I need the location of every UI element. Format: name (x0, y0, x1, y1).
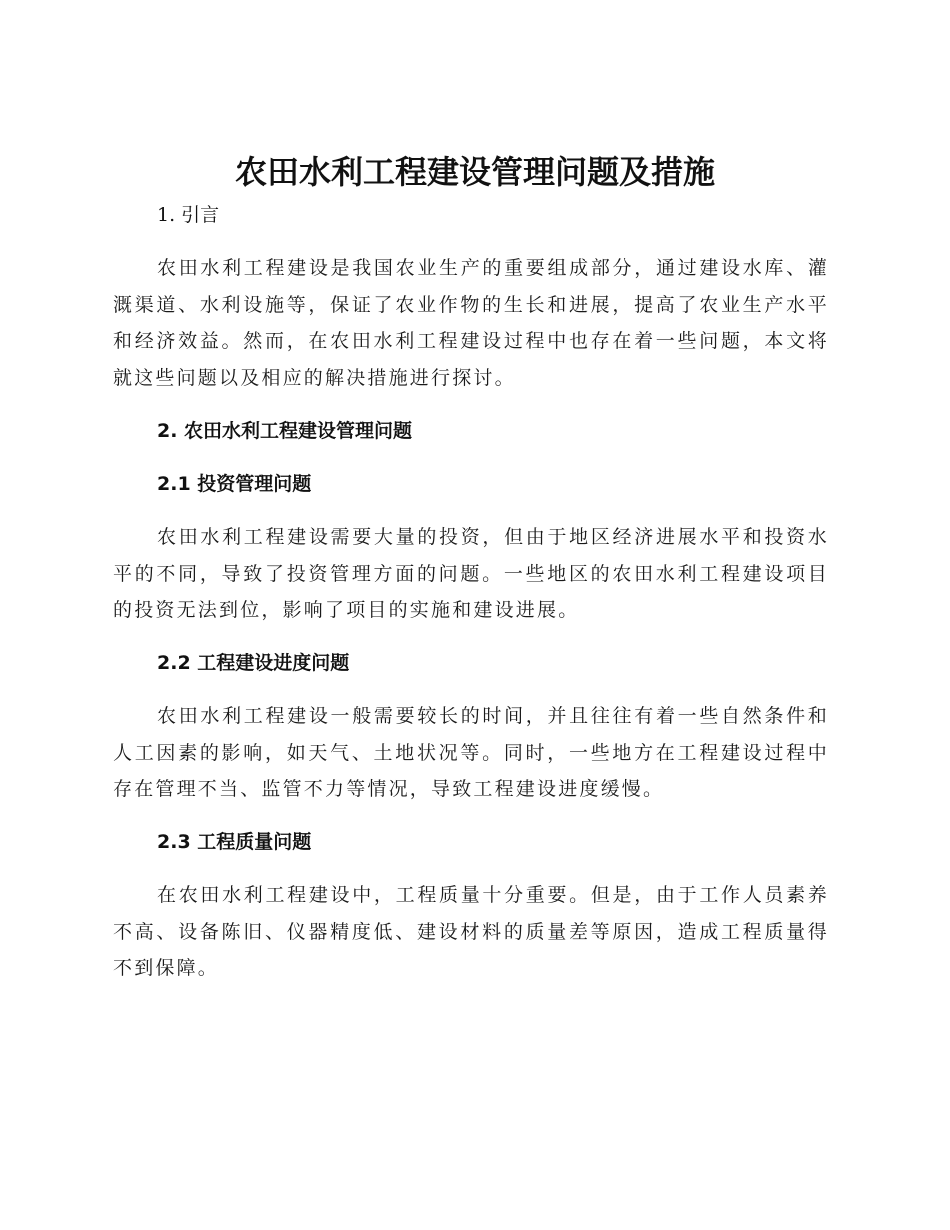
document-title: 农田水利工程建设管理问题及措施 (234, 153, 715, 191)
section-paragraph-investment: 农田水利工程建设需要大量的投资，但由于地区经济进展水平和投资水平的不同，导致了投资管理方面的问题。一些地区的农田水利工程建设项目的投资无法到位，影响了项目的实施和建设进展。 (113, 526, 829, 621)
section-heading-management-problems: 2. 农田水利工程建设管理问题 (157, 420, 413, 442)
section-paragraph-progress: 农田水利工程建设一般需要较长的时间，并且往往有着一些自然条件和人工因素的影响，如天气、土地状况等。同时，一些地方在工程建设过程中存在管理不当、监管不力等情况，导致工程建设进度缓慢。 (113, 705, 829, 800)
section-paragraph-introduction: 农田水利工程建设是我国农业生产的重要组成部分，通过建设水库、灌溉渠道、水利设施等，保证了农业作物的生长和进展，提高了农业生产水平和经济效益。然而，在农田水利工程建设过程中也存在着一些问题，本文将就这些问题以及相应的解决措施进行探讨。 (113, 257, 829, 389)
section-heading-progress: 2.2 工程建设进度问题 (157, 652, 350, 674)
section-paragraph-quality: 在农田水利工程建设中，工程质量十分重要。但是，由于工作人员素养不高、设备陈旧、仪器精度低、建设材料的质量差等原因，造成工程质量得不到保障。 (113, 884, 829, 979)
section-heading-investment: 2.1 投资管理问题 (157, 473, 312, 495)
section-heading-quality: 2.3 工程质量问题 (157, 831, 312, 853)
section-heading-introduction: 1. 引言 (157, 204, 220, 226)
